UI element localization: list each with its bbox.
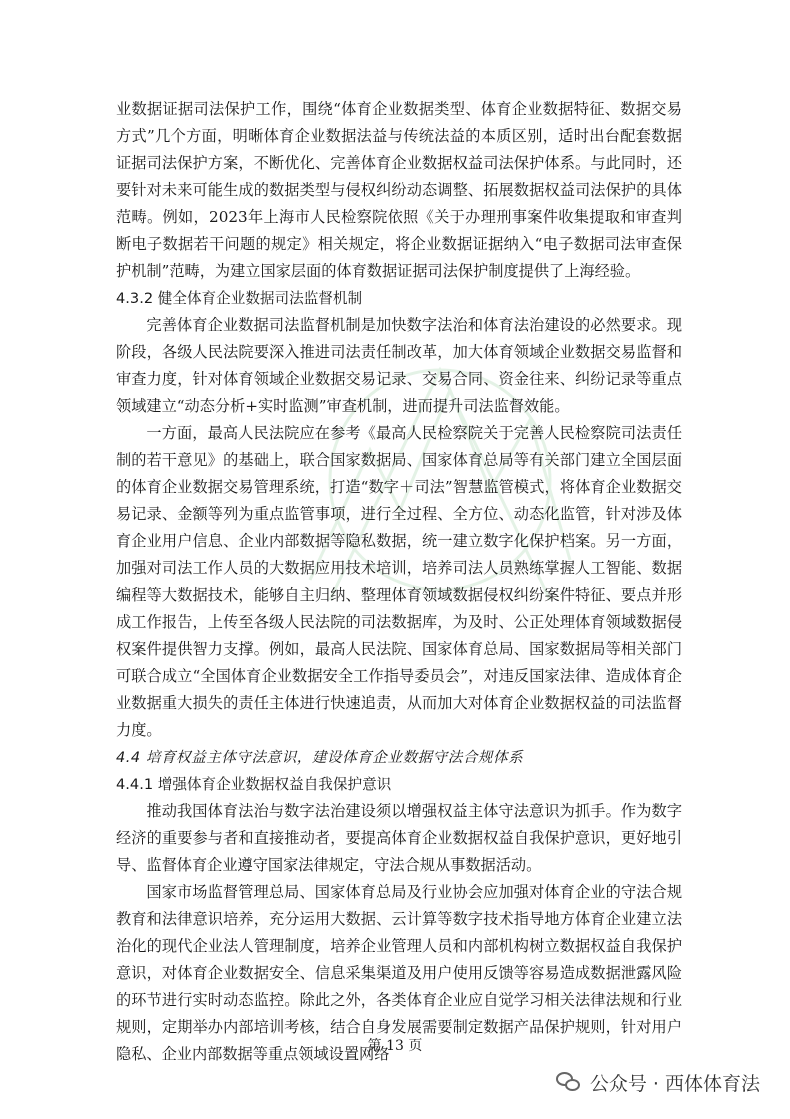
document-body (116, 96, 682, 1068)
section-heading-4-4: 4.4 培育权益主体守法意识，建设体育企业数据守法合规体系 (116, 749, 524, 766)
section-heading-4-3-2: 4.3.2 健全体育企业数据司法监督机制 (116, 290, 363, 307)
paragraph-5: 国家市场监督管理总局、国家体育总局及行业协会应加强对体育企业的守法合规教育和法律意识培养，充分运用大数据、云计算等数字技术指导地方体育企业建立法治化的现代企业法人管理制度，培养企业管理人员和内部机构树立数据权益自我保护意识，对体育企业数据安全、信息采集渠道及用户使用反馈等容易造成数据泄露风险的环节进行实时动态监控。除此之外，各类体育企业应自觉学习相关法律法规和行业规则，定期举办内部培训考核，结合自身发展需要制定数据产品保护规则，针对用户隐私、企业内部数据等重点领域设置网络 (116, 883, 682, 1063)
wechat-icon (556, 1072, 582, 1094)
paragraph-4: 推动我国体育法治与数字法治建设须以增强权益主体守法意识为抓手。作为数字经济的重要参与者和直接推动者，要提高体育企业数据权益自我保护意识，更好地引导、监督体育企业遵守国家法律规定，守法合规从事数据活动。 (116, 802, 682, 874)
wechat-account-badge (556, 1069, 760, 1096)
page-number: 第 13 页 (367, 1038, 423, 1054)
paragraph-1: 业数据证据司法保护工作，围绕“体育企业数据类型、体育企业数据特征、数据交易方式”几个方面，明晰体育企业数据法益与传统法益的本质区别，适时出台配套数据证据司法保护方案，不断优化、完善体育企业数据权益司法保护体系。与此同时，还要针对未来可能生成的数据类型与侵权纠纷动态调整、拓展数据权益司法保护的具体范畴。例如，2023年上海市人民检察院依照《关于办理刑事案件收集提取和审查判断电子数据若干问题的规定》相关规定，将企业数据证据纳入“电子数据司法审查保护机制”范畴，为建立国家层面的体育数据证据司法保护制度提供了上海经验。 (116, 100, 682, 280)
section-heading-4-4-1: 4.4.1 增强体育企业数据权益自我保护意识 (116, 776, 392, 793)
wechat-account-label: 公众号 · 西体体育法 (589, 1073, 760, 1095)
paragraph-3: 一方面，最高人民法院应在参考《最高人民检察院关于完善人民检察院司法责任制的若干意见》的基础上，联合国家数据局、国家体育总局等有关部门建立全国层面的体育企业数据交易管理系统，打造“数字＋司法”智慧监管模式，将体育企业数据交易记录、金额等列为重点监管事项，进行全过程、全方位、动态化监管，针对涉及体育企业用户信息、企业内部数据等隐私数据，统一建立数字化保护档案。另一方面，加强对司法工作人员的大数据应用技术培训，培养司法人员熟练掌握人工智能、数据编程等大数据技术，能够自主归纳、整理体育领域数据侵权纠纷案件特征、要点并形成工作报告，上传至各级人民法院的司法数据库，为及时、公正处理体育领域数据侵权案件提供智力支撑。例如，最高人民法院、国家体育总局、国家数据局等相关部门可联合成立“全国体育企业数据安全工作指导委员会”，对违反国家法律、造成体育企业数据重大损失的责任主体进行快速追责，从而加大对体育企业数据权益的司法监督力度。 (116, 424, 682, 739)
paragraph-2: 完善体育企业数据司法监督机制是加快数字法治和体育法治建设的必然要求。现阶段，各级人民法院要深入推进司法责任制改革，加大体育领域企业数据交易监督和审查力度，针对体育领域企业数据交易记录、交易合同、资金往来、纠纷记录等重点领域建立“动态分析+实时监测”审查机制，进而提升司法监督效能。 (116, 316, 682, 415)
